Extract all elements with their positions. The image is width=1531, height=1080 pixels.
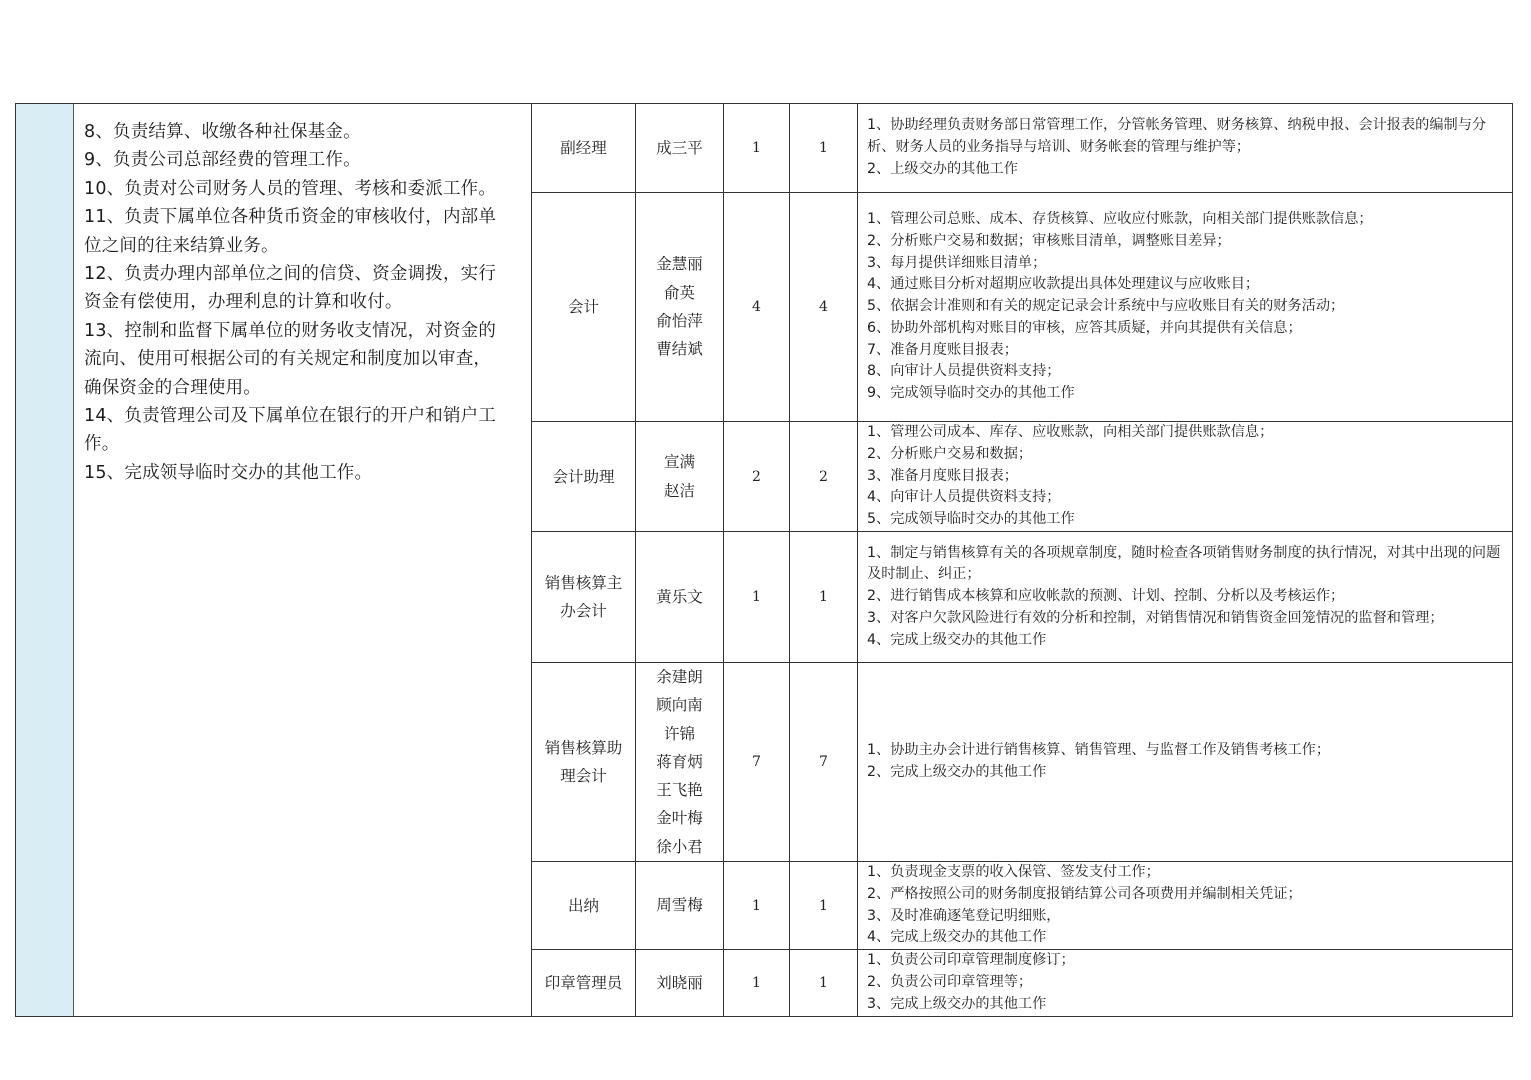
desc-line: 9、完成领导临时交办的其他工作: [867, 385, 1075, 402]
role-description: [858, 950, 1513, 1016]
staff-name: 曹结斌: [656, 340, 703, 359]
role-title-text: 销售核算助理会计: [544, 739, 623, 785]
role-headcount-actual: 1: [790, 104, 858, 192]
duties-list: [75, 104, 531, 487]
role-headcount-quota: 7: [724, 663, 790, 861]
sidebar-column: [15, 104, 74, 1016]
staff-name: 黄乐文: [656, 587, 703, 606]
desc-line: 2、进行销售成本核算和应收帐款的预测、计划、控制、分析以及考核运作；: [867, 588, 1345, 605]
role-title: 出纳: [532, 862, 636, 949]
role-description: [858, 104, 1513, 192]
desc-line: 1、制定与销售核算有关的各项规章制度，随时检查各项销售财务制度的执行情况，对其中出现的问题及时制止、纠正；: [867, 544, 1501, 583]
duty-line: 14、负责管理公司及下属单位在银行的开户和销户工: [84, 406, 497, 427]
desc-line: 1、管理公司总账、成本、存货核算、应收应付账款，向相关部门提供账款信息；: [867, 210, 1373, 227]
desc-line: 1、负责公司印章管理制度修订；: [867, 952, 1075, 969]
desc-line: 4、完成上级交办的其他工作: [867, 929, 1047, 946]
role-description: [858, 532, 1513, 662]
desc-line: 3、完成上级交办的其他工作: [867, 995, 1047, 1012]
duty-line: 确保资金的合理使用。: [84, 377, 261, 398]
role-headcount-actual: 1: [790, 950, 858, 1016]
role-title: [532, 663, 636, 861]
duty-line: 11、负责下属单位各种货币资金的审核收付，内部单: [84, 207, 497, 228]
duty-line: 流向、使用可根据公司的有关规定和制度加以审查，: [84, 349, 492, 370]
role-headcount-actual: 2: [790, 422, 858, 531]
staff-name: 许锦: [663, 724, 695, 743]
role-description: [858, 193, 1513, 421]
role-headcount-actual: 1: [790, 862, 858, 949]
duty-line: 12、负责办理内部单位之间的信贷、资金调拨，实行: [84, 264, 497, 285]
role-headcount-quota: 1: [724, 950, 790, 1016]
role-staff-names: [636, 422, 724, 531]
staff-name: 刘晓丽: [656, 973, 703, 992]
role-row-sales-lead-accountant: [532, 532, 1513, 663]
staff-name: 金叶梅: [656, 809, 703, 828]
staff-name: 周雪梅: [656, 896, 703, 915]
desc-line: 1、管理公司成本、库存、应收账款，向相关部门提供账款信息；: [867, 424, 1274, 440]
desc-line: 1、协助主办会计进行销售核算、销售管理、与监督工作及销售考核工作；: [867, 742, 1331, 759]
staff-name: 俞英: [663, 283, 695, 302]
staff-name: 徐小君: [656, 837, 703, 856]
desc-line: 8、向审计人员提供资料支持；: [867, 363, 1061, 380]
duty-line: 作。: [84, 434, 120, 455]
role-headcount-quota: 4: [724, 193, 790, 421]
role-headcount-quota: 1: [724, 104, 790, 192]
role-row-seal-manager: [532, 950, 1513, 1016]
desc-line: 2、完成上级交办的其他工作: [867, 764, 1047, 780]
desc-line: 3、及时准确逐笔登记明细账，: [867, 907, 1061, 924]
desc-line: 2、负责公司印章管理等；: [867, 974, 1033, 991]
role-title: 副经理: [532, 104, 636, 192]
role-row-deputy-manager: [532, 104, 1513, 193]
role-headcount-actual: 1: [790, 532, 858, 662]
role-title: 会计: [532, 193, 636, 421]
role-row-sales-assistant-accountant: [532, 663, 1513, 862]
duty-line: 9、负责公司总部经费的管理工作。: [84, 150, 361, 171]
role-staff-names: [636, 862, 724, 949]
desc-line: 2、分析账户交易和数据；: [867, 445, 1033, 462]
desc-line: 3、准备月度账目报表；: [867, 467, 1018, 484]
role-description: [858, 862, 1513, 949]
desc-line: 2、分析账户交易和数据；审核账目清单，调整账目差异；: [867, 232, 1231, 249]
duty-line: 10、负责对公司财务人员的管理、考核和委派工作。: [84, 178, 497, 199]
desc-line: 2、上级交办的其他工作: [867, 160, 1018, 177]
staff-name: 俞怡萍: [656, 312, 703, 330]
duty-line: 8、负责结算、收缴各种社保基金。: [84, 122, 361, 142]
staff-name: 蒋育炳: [656, 752, 703, 771]
staff-name: 王飞艳: [656, 781, 703, 800]
role-description: [858, 422, 1513, 531]
staff-name: 赵洁: [663, 481, 695, 500]
desc-line: 7、准备月度账目报表；: [867, 341, 1018, 358]
role-staff-names: [636, 532, 724, 662]
desc-line: 4、完成上级交办的其他工作: [867, 631, 1047, 648]
duty-line: 15、完成领导临时交办的其他工作。: [84, 462, 373, 483]
role-headcount-actual: 7: [790, 663, 858, 861]
desc-line: 3、每月提供详细账目清单；: [867, 254, 1047, 271]
role-title: [532, 532, 636, 662]
staff-name: 金慧丽: [656, 255, 703, 274]
roles-table: [532, 104, 1513, 1016]
desc-line: 2、严格按照公司的财务制度报销结算公司各项费用并编制相关凭证；: [867, 885, 1302, 902]
responsibility-table: [15, 103, 1513, 1017]
desc-line: 5、依据会计准则和有关的规定记录会计系统中与应收账目有关的财务活动；: [867, 298, 1345, 315]
role-description: [858, 663, 1513, 861]
role-staff-names: [636, 950, 724, 1016]
staff-name: 宣满: [663, 453, 695, 472]
desc-line: 4、通过账目分析对超期应收款提出具体处理建议与应收账目；: [867, 276, 1260, 293]
role-staff-names: [636, 663, 724, 861]
role-headcount-actual: 4: [790, 193, 858, 421]
desc-line: 1、负责现金支票的收入保管、签发支付工作；: [867, 863, 1160, 880]
duty-line: 位之间的往来结算业务。: [84, 235, 279, 256]
staff-name: 顾向南: [656, 696, 703, 715]
desc-line: 1、协助经理负责财务部日常管理工作，分管帐务管理、财务核算、纳税申报、会计报表的编制与分析、财务人员的业务指导与培训、财务帐套的管理与维护等；: [867, 117, 1487, 156]
role-headcount-quota: 1: [724, 862, 790, 949]
duty-line: 13、控制和监督下属单位的财务收支情况，对资金的: [84, 320, 497, 341]
desc-line: 3、对客户欠款风险进行有效的分析和控制，对销售情况和销售资金回笼情况的监督和管理；: [867, 609, 1444, 626]
role-headcount-quota: 1: [724, 532, 790, 662]
department-duties-cell: [75, 104, 532, 1016]
role-title: 会计助理: [532, 422, 636, 531]
desc-line: 5、完成领导临时交办的其他工作: [867, 511, 1075, 528]
duty-line: 资金有偿使用，办理利息的计算和收付。: [84, 292, 403, 313]
role-row-accounting-assistant: [532, 422, 1513, 532]
role-row-accountant: [532, 193, 1513, 422]
staff-name: 成三平: [656, 138, 703, 157]
role-title-text: 销售核算主办会计: [544, 574, 623, 620]
role-row-cashier: [532, 862, 1513, 950]
role-title: 印章管理员: [532, 950, 636, 1016]
role-headcount-quota: 2: [724, 422, 790, 531]
desc-line: 4、向审计人员提供资料支持；: [867, 489, 1061, 506]
desc-line: 6、协助外部机构对账目的审核，应答其质疑，并向其提供有关信息；: [867, 319, 1302, 336]
role-staff-names: [636, 193, 724, 421]
staff-name: 余建朗: [656, 667, 703, 686]
role-staff-names: [636, 104, 724, 192]
